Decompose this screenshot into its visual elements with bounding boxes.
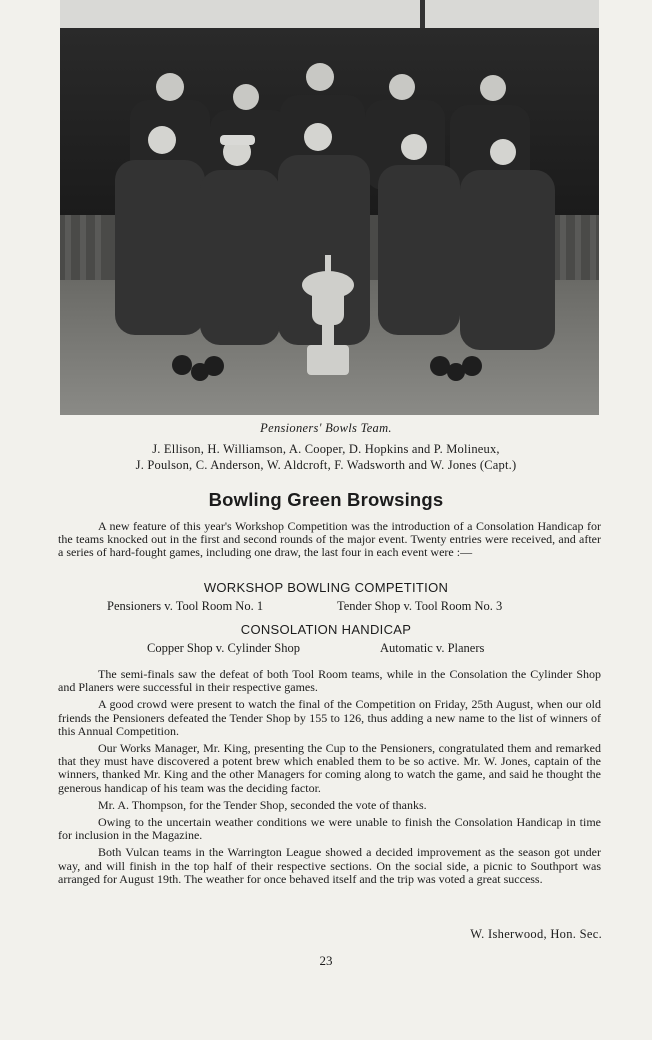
page-number: 23	[319, 953, 333, 968]
body-paragraph: Both Vulcan teams in the Warrington League showed a decided improvement as the season got under way, and will finish in the top half of their respective sections. On the social side, a picnic to Southport was arranged for August 19th. The weather for once behaved itself and the trip was voted a great success.	[58, 845, 601, 886]
body-paragraph: Our Works Manager, Mr. King, presenting the Cup to the Pensioners, congratulated them and remarked that they must have discovered a potent brew which enabled them to be so active. Mr. W. Jones, captain of the winners, thanked Mr. King and the other Managers for coming along to watch the game, and said he thought the generous handicap of his team was the deciding factor.	[58, 741, 601, 795]
workshop-match-1: Pensioners v. Tool Room No. 1	[107, 599, 264, 613]
team-photograph	[60, 0, 599, 415]
consolation-match-2: Automatic v. Planers	[380, 641, 485, 655]
team-names	[0, 441, 652, 473]
workshop-title: WORKSHOP BOWLING COMPETITION	[203, 580, 449, 595]
consolation-match-1: Copper Shop v. Cylinder Shop	[147, 641, 301, 655]
body-paragraph: Mr. A. Thompson, for the Tender Shop, seconded the vote of thanks.	[98, 797, 427, 812]
names-line: J. Poulson, C. Anderson, W. Aldcroft, F. Wadsworth and W. Jones (Capt.)	[135, 458, 517, 472]
article-body	[58, 668, 601, 890]
intro-paragraph: A new feature of this year's Workshop Competition was the introduction of a Consolation Handicap for the teams knocked out in the first and second rounds of the major event. Twenty entries were received, and after a series of hard-fought games, including one draw, the last four in each event were :—	[58, 519, 601, 560]
workshop-match-2: Tender Shop v. Tool Room No. 3	[337, 599, 503, 613]
photo-caption: Pensioners' Bowls Team.	[260, 421, 392, 435]
article-heading: Bowling Green Browsings	[208, 489, 444, 510]
body-paragraph: The semi-finals saw the defeat of both Tool Room teams, while in the Consolation the Cylinder Shop and Planers were successful in their respective games.	[58, 667, 601, 695]
signature: W. Isherwood, Hon. Sec.	[470, 927, 602, 941]
body-paragraph: Owing to the uncertain weather conditions we were unable to finish the Consolation Handicap in time for inclusion in the Magazine.	[58, 815, 601, 843]
body-paragraph: A good crowd were present to watch the final of the Competition on Friday, 25th August, when our old friends the Pensioners defeated the Tender Shop by 155 to 126, thus adding a new name to the list of winners of this Annual Competition.	[58, 697, 601, 738]
consolation-title: CONSOLATION HANDICAP	[240, 622, 412, 637]
names-line: J. Ellison, H. Williamson, A. Cooper, D. Hopkins and P. Molineux,	[152, 442, 500, 456]
